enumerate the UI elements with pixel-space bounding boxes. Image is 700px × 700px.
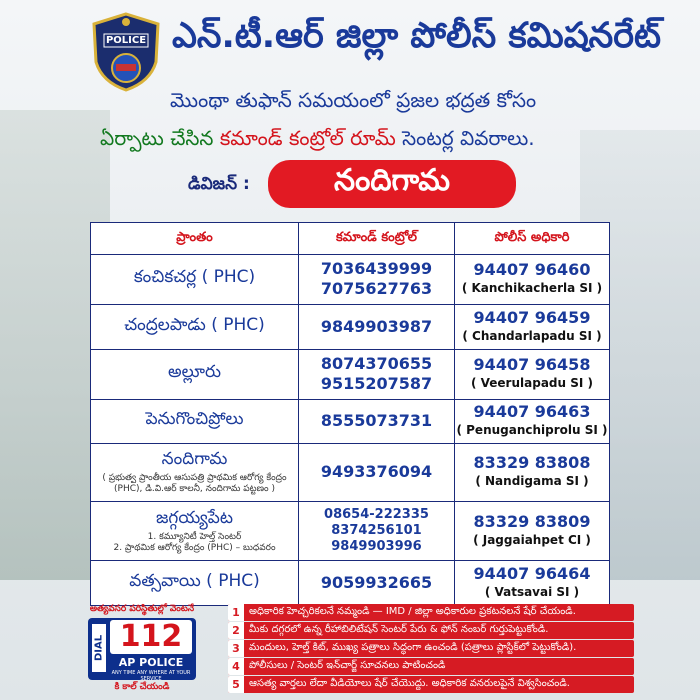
officer-name: ( Chandarlapadu SI ) [462, 328, 602, 343]
area-cell: చంద్రలపాడు ( PHC) [91, 304, 299, 349]
officer-name: ( Penuganchiprolu SI ) [456, 423, 608, 438]
header-command: కమాండ్ కంట్రోల్ [299, 223, 455, 255]
advisory-notes [228, 604, 634, 694]
area-cell: పెనుగొంచిప్రోలు [91, 399, 299, 444]
note-text: మందులు, హెల్త్ కిట్, ముఖ్య పత్రాలు సిద్ధంగా ఉంచండి (పత్రాలు ప్లాస్టిక్‌లో పెట్టుకోండి). [249, 642, 577, 654]
table-row [91, 444, 610, 501]
officer-name: ( Veerulapadu SI ) [470, 376, 593, 391]
command-cell [299, 349, 455, 399]
table-row [91, 399, 610, 444]
subtitle-line-1: మొంథా తుఫాన్ సమయంలో ప్రజల భద్రత కోసం [170, 88, 537, 112]
officer-phone[interactable]: 94407 96459 [473, 307, 591, 327]
subtitle-part-3: సెంటర్ల వివరాలు. [402, 126, 535, 150]
header [0, 0, 700, 170]
officer-name: ( Jaggaiahpet CI ) [473, 532, 591, 547]
header-area: ప్రాంతం [91, 223, 299, 255]
note-number: 2 [228, 622, 244, 639]
command-cell [299, 399, 455, 444]
command-phone[interactable]: 8074370655 [320, 354, 433, 374]
dial-side-label: DIAL [92, 624, 106, 672]
note-text: ఆసత్య వార్తలు లేదా వీడియోలు షేర్ చేయొద్దు. అధికారిక వనరులపైనే విశ్వసించండి. [249, 678, 570, 690]
command-phone[interactable]: 9493376094 [320, 462, 433, 482]
area-name: జగ్గయ్యపేట [155, 507, 233, 528]
note-item [228, 658, 634, 675]
command-phone[interactable]: 8555073731 [320, 411, 433, 431]
note-text: పోలీసులు / సెంటర్ ఇన్‌చార్జ్ సూచనలు పాటించండి [249, 660, 446, 672]
command-cell [299, 444, 455, 501]
page-title: ఎన్.టీ.ఆర్ జిల్లా పోలీస్ కమిషనరేట్ [172, 16, 661, 56]
dial-top-text: అత్యవసర పరిస్థితుల్లో వెంటనే [89, 604, 195, 614]
subtitle-part-1: ఏర్పాటు చేసిన [100, 126, 214, 150]
command-phone[interactable]: 9849903987 [320, 316, 433, 336]
command-cell [299, 501, 455, 561]
dial-112-panel [82, 604, 202, 696]
officer-cell [455, 444, 610, 501]
dial-brand: AP POLICE [118, 656, 184, 669]
officer-cell [455, 399, 610, 444]
area-cell [91, 501, 299, 561]
subtitle-part-2: కమాండ్ కంట్రోల్ రూమ్ [219, 126, 396, 150]
dial-tagline: ANY TIME ANY WHERE AT YOUR SERVICE [111, 670, 191, 682]
officer-cell [455, 561, 610, 606]
division-label: డివిజన్ : [188, 174, 250, 194]
command-phone[interactable]: 7075627763 [320, 279, 433, 299]
officer-name: ( Nandigama SI ) [475, 474, 589, 489]
table-row [91, 561, 610, 606]
command-phone[interactable]: 08654-222335 [324, 506, 429, 522]
command-cell [299, 255, 455, 305]
officer-phone[interactable]: 94407 96463 [473, 402, 591, 422]
command-phone[interactable]: 8374256101 [331, 522, 422, 538]
command-phone[interactable]: 9849903996 [331, 538, 422, 554]
officer-cell [455, 255, 610, 305]
area-name: నందిగామ [161, 449, 228, 470]
dial-number: 112 [110, 620, 192, 654]
command-phone[interactable]: 9515207587 [320, 374, 433, 394]
officer-cell [455, 349, 610, 399]
command-phone[interactable]: 7036439999 [320, 259, 433, 279]
officer-phone[interactable]: 83329 83809 [473, 511, 591, 531]
table-header-row [91, 223, 610, 255]
officer-phone[interactable]: 94407 96464 [473, 564, 591, 583]
note-number: 5 [228, 676, 244, 693]
badge-text: POLICE [105, 35, 147, 46]
note-item [228, 604, 634, 621]
police-badge-logo [90, 12, 162, 92]
officer-cell [455, 304, 610, 349]
area-cell: కంచికచర్ల ( PHC) [91, 255, 299, 305]
officer-name: ( Vatsavai SI ) [484, 585, 580, 599]
table-row [91, 255, 610, 305]
area-note: ( ప్రభుత్వ ప్రాంతీయ ఆసుపత్రి ప్రాథమిక ఆరోగ్య కేంద్రం (PHC), డి.వి.ఆర్ కాలనీ, నందిగామ పట్టణం ) [102, 473, 287, 495]
command-cell [299, 561, 455, 606]
area-cell: వత్సవాయి ( PHC) [91, 561, 299, 606]
note-text: అధికారిక హెచ్చరికలనే నమ్మండి — IMD / జిల్లా అధికారుల ప్రకటనలనే షేర్ చేయండి. [249, 606, 576, 618]
officer-cell [455, 501, 610, 561]
area-note: 2. ప్రాథమిక ఆరోగ్య కేంద్రం (PHC) – బుధవరం [113, 542, 276, 553]
table-row [91, 501, 610, 561]
officer-phone[interactable]: 94407 96458 [473, 355, 591, 375]
dial-bottom-text: కి కాల్ చేయండి [114, 682, 170, 692]
note-item [228, 622, 634, 639]
area-cell: అల్లూరు [91, 349, 299, 399]
officer-phone[interactable]: 83329 83808 [473, 453, 591, 473]
division-name-badge: నందిగామ [268, 160, 516, 208]
command-phone[interactable]: 9059932665 [320, 573, 433, 592]
officer-phone[interactable]: 94407 96460 [473, 260, 591, 280]
contact-table [90, 222, 610, 606]
table-row [91, 304, 610, 349]
note-number: 3 [228, 640, 244, 657]
subtitle-line-2 [100, 126, 690, 155]
header-officer: పోలీస్ అధికారి [455, 223, 610, 255]
note-text: మీకు దగ్గరలో ఉన్న రీహాబిలిటేషన్ సెంటర్ పేరు & ఫోన్ నంబర్ గుర్తుపెట్టుకోండి. [249, 624, 549, 636]
dial-112-logo[interactable] [88, 618, 196, 680]
area-cell [91, 444, 299, 501]
area-note: 1. కమ్యూనిటీ హెల్త్ సెంటర్ [147, 531, 242, 542]
table-row [91, 349, 610, 399]
note-number: 1 [228, 604, 244, 621]
note-item [228, 676, 634, 693]
officer-name: ( Kanchikacherla SI ) [461, 281, 603, 296]
command-cell [299, 304, 455, 349]
note-item [228, 640, 634, 657]
note-number: 4 [228, 658, 244, 675]
